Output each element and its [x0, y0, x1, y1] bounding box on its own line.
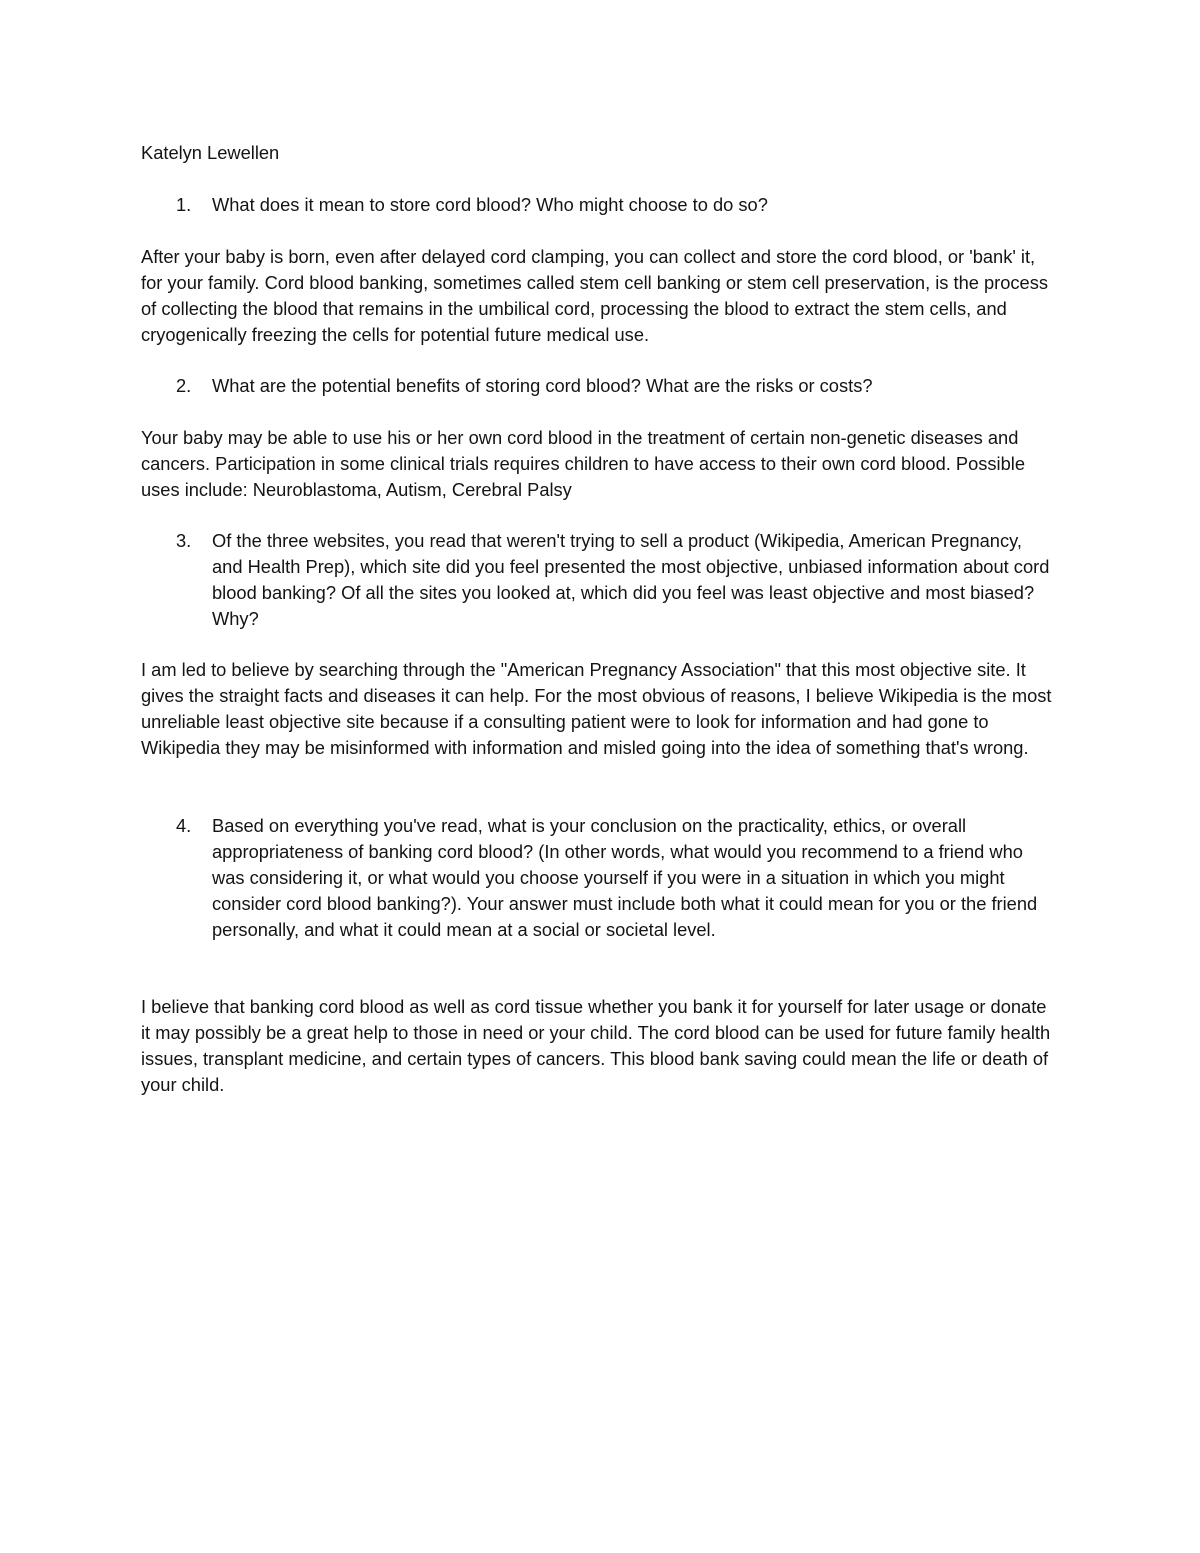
question-text: Of the three websites, you read that weren't trying to sell a product (Wikipedia, American Pregnancy, and Health Prep), which site did you feel presented the most objective, unbiased information about cord blood banking? Of all the sites you looked at, which did you feel was least objective and most biased? Why? [212, 530, 1050, 629]
question-1 [176, 192, 1056, 218]
question-number: 1. [176, 194, 192, 215]
question-text: What does it mean to store cord blood? Who might choose to do so? [212, 194, 768, 215]
answer-1: After your baby is born, even after delayed cord clamping, you can collect and store the cord blood, or 'bank' it, for your family. Cord blood banking, sometimes called stem cell banking or stem cell preservation, is the process of collecting the blood that remains in the umbilical cord, processing the blood to extract the stem cells, and cryogenically freezing the cells for potential future medical use. [141, 246, 1049, 345]
question-number: 3. [176, 530, 192, 551]
answer-2: Your baby may be able to use his or her own cord blood in the treatment of certain non-genetic diseases and cancers. Participation in some clinical trials requires children to have access to their own cord blood. Possible uses include: Neuroblastoma, Autism, Cerebral Palsy [141, 427, 1026, 500]
question-number: 4. [176, 815, 192, 836]
question-4 [176, 813, 1056, 943]
answer-3: I am led to believe by searching through the "American Pregnancy Association" that this most objective site. It gives the straight facts and diseases it can help. For the most obvious of reasons, I believe Wikipedia is the most unreliable least objective site because if a consulting patient were to look for information and had gone to Wikipedia they may be misinformed with information and misled going into the idea of something that's wrong. [141, 659, 1052, 758]
author-name: Katelyn Lewellen [141, 142, 280, 163]
question-2 [176, 373, 1056, 399]
question-number: 2. [176, 375, 192, 396]
answer-4: I believe that banking cord blood as well as cord tissue whether you bank it for yourself for later usage or donate it may possibly be a great help to those in need or your child. The cord blood can be used for future family health issues, transplant medicine, and certain types of cancers. This blood bank saving could mean the life or death of your child. [141, 996, 1051, 1095]
question-text: What are the potential benefits of storing cord blood? What are the risks or costs? [212, 375, 873, 396]
question-text: Based on everything you've read, what is your conclusion on the practicality, ethics, or overall appropriateness of banking cord blood? (In other words, what would you recommend to a friend who was considering it, or what would you choose yourself if you were in a situation in which you might consider cord blood banking?). Your answer must include both what it could mean for you or the friend personally, and what it could mean at a social or societal level. [212, 815, 1038, 940]
question-3 [176, 528, 1056, 632]
